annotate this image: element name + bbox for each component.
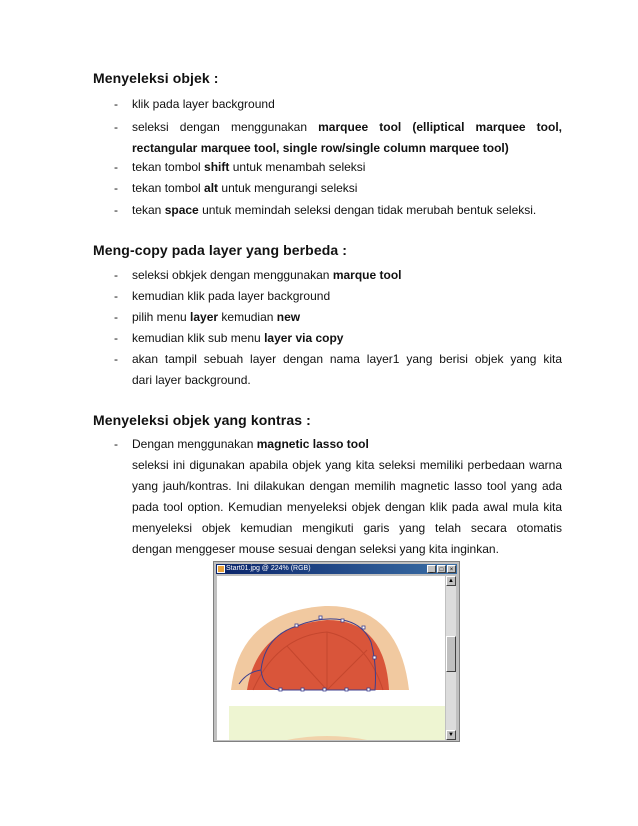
list-item-text [132,94,562,115]
text-line: seleksi dengan menggunakan marquee tool (elliptical marquee tool, [132,120,562,134]
scroll-thumb[interactable] [446,636,456,672]
list-item-text [132,200,562,221]
list-dash: - [114,203,118,217]
list-dash: - [114,331,118,345]
list-dash: - [114,310,118,324]
text-line: seleksi ini digunakan apabila objek yang kita seleksi memiliki perbedaan warna [132,458,562,472]
list-dash: - [114,160,118,174]
document-icon [217,565,225,573]
vertical-scrollbar[interactable] [446,576,456,740]
list-item-text [132,265,562,286]
text-line: tekan tombol alt untuk mengurangi seleksi [132,181,358,195]
section-heading-contrast-select: Menyeleksi objek yang kontras : [93,412,311,428]
text-line: dari layer background. [132,373,251,387]
grapefruit-image [217,576,445,740]
window-controls [426,565,456,574]
list-item-text [132,307,562,328]
list-item [114,117,562,161]
list-item-text [132,157,562,178]
list-dash: - [114,97,118,111]
text-line: pilih menu layer kemudian new [132,310,301,324]
list-dash: - [114,268,118,282]
list-item-text [132,328,562,349]
lower-band [229,706,445,740]
text-line: seleksi obkjek dengan menggunakan marque tool [132,268,402,282]
section-heading-copy-layer: Meng-copy pada layer yang berbeda : [93,242,348,258]
text-line: kemudian klik pada layer background [132,289,331,303]
close-button[interactable]: × [447,565,456,573]
list-dash: - [114,437,118,451]
text-line: tekan tombol shift untuk menambah seleksi [132,160,366,174]
text-line: yang jauh/kontras. Ini dilakukan dengan memilih magnetic lasso tool yang ada [132,479,562,493]
window-titlebar [216,564,457,574]
text-line: rectangular marquee tool, single row/single column marquee tool) [132,141,509,155]
list-dash: - [114,120,118,134]
text-line: dengan menggeser mouse sesuai dengan seleksi yang kita inginkan. [132,542,499,556]
text-line: tekan space untuk memindah seleksi dengan tidak merubah bentuk seleksi. [132,203,537,217]
text-line: Dengan menggunakan magnetic lasso tool [132,437,369,451]
window-title: Start01.jpg @ 224% (RGB) [226,565,311,572]
maximize-button[interactable]: □ [437,565,446,573]
scroll-up-button[interactable]: ▲ [446,576,456,586]
list-item-text [132,434,562,560]
image-canvas [217,576,445,740]
text-line: klik pada layer background [132,97,275,111]
text-line: pada tool option. Kemudian menyeleksi objek dengan klik pada awal mula kita [132,500,562,514]
list-item-text [132,117,562,159]
list-item-text [132,349,562,391]
list-item-text [132,286,562,307]
scroll-down-button[interactable]: ▼ [446,730,456,740]
list-item [114,94,562,115]
photoshop-image-window [213,561,460,742]
list-dash: - [114,181,118,195]
text-line: akan tampil sebuah layer dengan nama layer1 yang berisi objek yang kita [132,352,562,366]
text-line: kemudian klik sub menu layer via copy [132,331,344,345]
section-heading-select-object: Menyeleksi objek : [93,70,219,86]
text-line: menyeleksi objek kemudian mengikuti garis yang telah secara otomatis [132,521,562,535]
minimize-button[interactable]: _ [427,565,436,573]
list-dash: - [114,352,118,366]
list-item-text [132,178,562,199]
list-dash: - [114,289,118,303]
